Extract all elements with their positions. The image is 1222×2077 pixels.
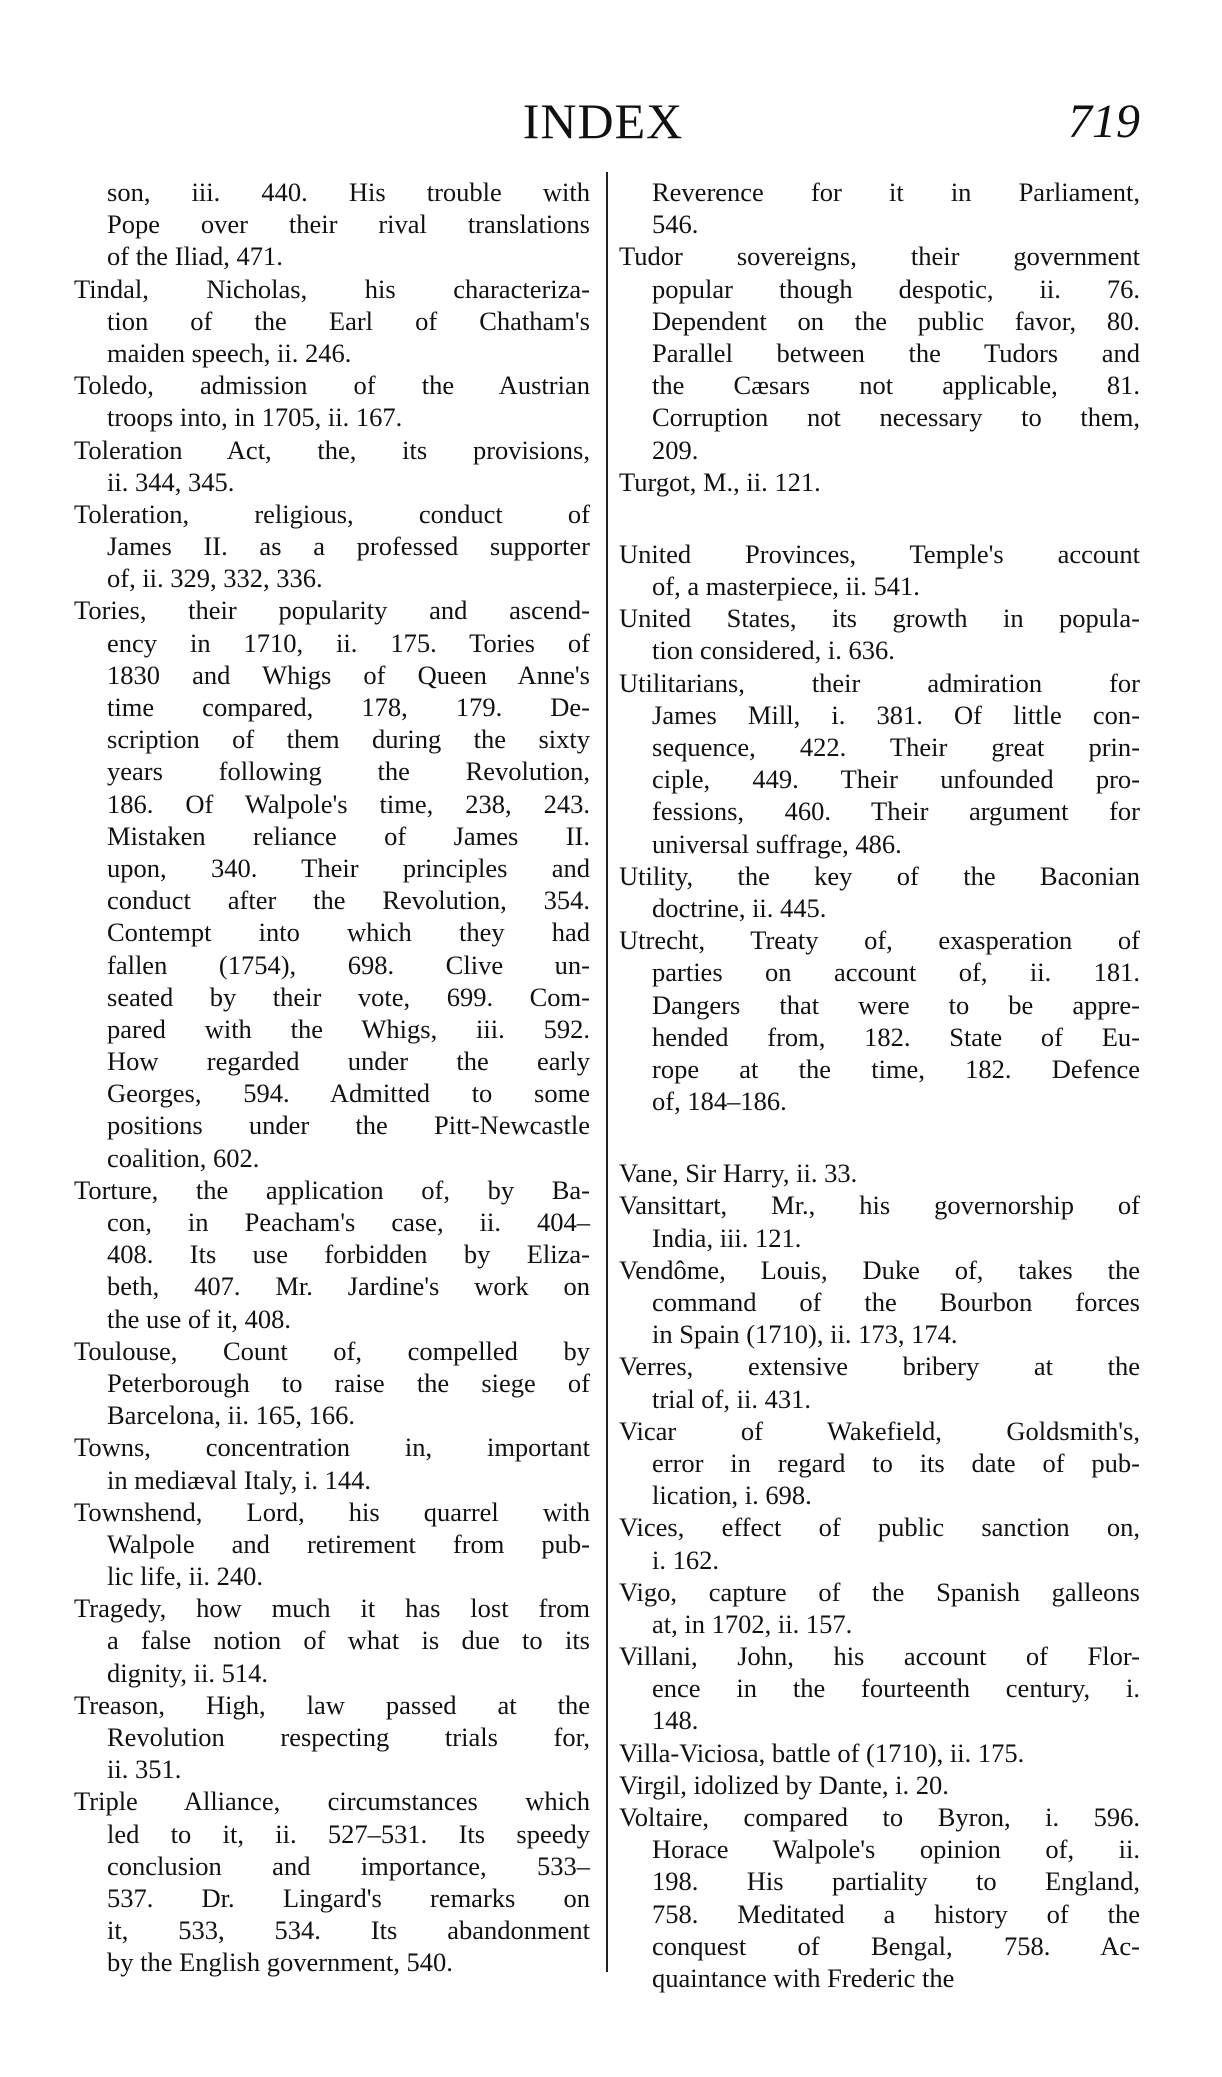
index-entry-line: maiden speech, ii. 246. bbox=[107, 337, 352, 368]
index-entry bbox=[619, 602, 1140, 666]
index-entry bbox=[74, 434, 590, 498]
index-entry-line: Vices, effect of public sanction on, bbox=[619, 1512, 1140, 1543]
index-entry-line: Tories, their popularity and ascend- bbox=[74, 595, 590, 626]
index-entry-line: Vansittart, Mr., his governorship of bbox=[619, 1190, 1140, 1221]
index-entry-line: of, a masterpiece, ii. 541. bbox=[652, 571, 920, 602]
index-entry-line: conquest of Bengal, 758. Ac- bbox=[652, 1930, 1140, 1961]
index-entry-line: ency in 1710, ii. 175. Tories of bbox=[107, 627, 590, 658]
index-entry-line: Georges, 594. Admitted to some bbox=[107, 1078, 590, 1109]
index-entry-line: at, in 1702, ii. 157. bbox=[652, 1608, 853, 1639]
index-entry-line: India, iii. 121. bbox=[652, 1222, 802, 1253]
index-entry-line: Turgot, M., ii. 121. bbox=[619, 466, 821, 497]
index-entry-line: Contempt into which they had bbox=[107, 917, 590, 948]
index-entry-line: years following the Revolution, bbox=[107, 756, 590, 787]
index-entry-line: tion considered, i. 636. bbox=[652, 635, 895, 666]
index-entry-line: Villa-Viciosa, battle of (1710), ii. 175. bbox=[619, 1737, 1025, 1768]
index-entry-line: United States, its growth in popula- bbox=[619, 603, 1140, 634]
index-entry-line: coalition, 602. bbox=[107, 1142, 260, 1173]
index-entry bbox=[619, 1737, 1140, 1769]
index-entry-line: fessions, 460. Their argument for bbox=[652, 796, 1140, 827]
index-entry-line: Towns, concentration in, important bbox=[74, 1432, 590, 1463]
index-entry-line: fallen (1754), 698. Clive un- bbox=[107, 949, 590, 980]
index-entry-line: 408. Its use forbidden by Eliza- bbox=[107, 1239, 590, 1270]
index-entry-line: Townshend, Lord, his quarrel with bbox=[74, 1496, 590, 1527]
index-entry-line: pared with the Whigs, iii. 592. bbox=[107, 1013, 590, 1044]
index-entry-line: con, in Peacham's case, ii. 404– bbox=[107, 1207, 590, 1237]
index-column-left bbox=[74, 176, 590, 1979]
index-entry bbox=[619, 667, 1140, 860]
index-entry-line: 198. His partiality to England, bbox=[652, 1866, 1140, 1897]
index-entry-line: Torture, the application of, by Ba- bbox=[74, 1174, 590, 1205]
index-entry-line: Virgil, idolized by Dante, i. 20. bbox=[619, 1769, 949, 1800]
index-entry-line: Treason, High, law passed at the bbox=[74, 1689, 590, 1720]
section-gap bbox=[619, 498, 1140, 538]
index-entry bbox=[74, 1496, 590, 1593]
index-entry-line: parties on account of, ii. 181. bbox=[652, 957, 1140, 988]
index-entry-line: Tindal, Nicholas, his characteriza- bbox=[74, 273, 590, 304]
index-entry-line: Vendôme, Louis, Duke of, takes the bbox=[619, 1254, 1140, 1285]
index-entry-line: it, 533, 534. Its abandonment bbox=[107, 1915, 590, 1946]
index-entry-line: lication, i. 698. bbox=[652, 1480, 812, 1511]
index-entry bbox=[619, 240, 1140, 465]
index-entry-line: Barcelona, ii. 165, 166. bbox=[107, 1400, 356, 1431]
index-entry-line: James Mill, i. 381. Of little con- bbox=[652, 699, 1140, 730]
index-entry bbox=[619, 1415, 1140, 1512]
index-entry-line: upon, 340. Their principles and bbox=[107, 852, 590, 883]
column-divider bbox=[606, 172, 608, 1972]
index-entry-line: ence in the fourteenth century, i. bbox=[652, 1673, 1140, 1704]
index-entry bbox=[619, 1640, 1140, 1737]
index-entry-line: 148. bbox=[652, 1705, 699, 1736]
index-entry-line: Villani, John, his account of Flor- bbox=[619, 1641, 1140, 1672]
index-entry-line: Corruption not necessary to them, bbox=[652, 402, 1140, 433]
index-entry bbox=[619, 1576, 1140, 1640]
index-entry bbox=[74, 1785, 590, 1978]
index-entry bbox=[74, 1174, 590, 1335]
index-entry-line: a false notion of what is due to its bbox=[107, 1625, 590, 1656]
index-entry-line: by the English government, 540. bbox=[107, 1947, 453, 1978]
index-entry-line: Utility, the key of the Baconian bbox=[619, 860, 1140, 891]
index-entry-line: Triple Alliance, circumstances which bbox=[74, 1786, 590, 1817]
index-entry-line: seated by their vote, 699. Com- bbox=[107, 981, 590, 1012]
index-entry bbox=[619, 924, 1140, 1117]
index-entry-line: Revolution respecting trials for, bbox=[107, 1722, 590, 1752]
index-entry-line: Dependent on the public favor, 80. bbox=[652, 305, 1140, 336]
page-number: 719 bbox=[1068, 95, 1140, 148]
index-entry bbox=[74, 1431, 590, 1495]
index-entry bbox=[619, 466, 1140, 498]
index-entry-line: Toledo, admission of the Austrian bbox=[74, 370, 590, 401]
index-entry-line: United Provinces, Temple's account bbox=[619, 538, 1140, 569]
index-entry-line: hended from, 182. State of Eu- bbox=[652, 1021, 1140, 1052]
index-entry-line: 209. bbox=[652, 434, 699, 465]
index-entry-line: beth, 407. Mr. Jardine's work on bbox=[107, 1271, 590, 1302]
index-entry bbox=[74, 1689, 590, 1786]
page-title: INDEX bbox=[522, 93, 684, 149]
index-entry bbox=[74, 594, 590, 1173]
index-entry-line: universal suffrage, 486. bbox=[652, 828, 902, 859]
index-entry bbox=[619, 1511, 1140, 1575]
index-entry-line: of, 184–186. bbox=[652, 1086, 787, 1117]
index-entry-line: Voltaire, compared to Byron, i. 596. bbox=[619, 1802, 1140, 1832]
index-entry-line: How regarded under the early bbox=[107, 1046, 590, 1077]
index-entry-line: 537. Dr. Lingard's remarks on bbox=[107, 1882, 590, 1913]
section-gap bbox=[619, 1117, 1140, 1157]
index-entry-continuation bbox=[619, 176, 1140, 240]
index-entry-line: conduct after the Revolution, 354. bbox=[107, 885, 590, 916]
index-entry-line: Horace Walpole's opinion of, ii. bbox=[652, 1834, 1140, 1865]
index-entry-line: dignity, ii. 514. bbox=[107, 1657, 268, 1688]
index-entry-line: Verres, extensive bribery at the bbox=[619, 1351, 1140, 1382]
index-entry-line: Pope over their rival translations bbox=[107, 209, 590, 240]
index-entry-continuation bbox=[74, 176, 590, 273]
index-entry-line: James II. as a professed supporter bbox=[107, 531, 590, 562]
index-entry-line: Parallel between the Tudors and bbox=[652, 337, 1140, 368]
index-entry-line: Utilitarians, their admiration for bbox=[619, 667, 1140, 698]
index-entry-line: led to it, ii. 527–531. Its speedy bbox=[107, 1818, 590, 1849]
index-entry-line: son, iii. 440. His trouble with bbox=[107, 177, 590, 207]
index-entry-line: Tudor sovereigns, their government bbox=[619, 241, 1140, 272]
index-entry bbox=[619, 1769, 1140, 1801]
index-entry-line: ii. 351. bbox=[107, 1754, 182, 1785]
index-entry bbox=[74, 498, 590, 595]
index-entry-line: Toulouse, Count of, compelled by bbox=[74, 1335, 590, 1366]
index-entry-line: Toleration, religious, conduct of bbox=[74, 498, 590, 529]
index-entry-line: Walpole and retirement from pub- bbox=[107, 1528, 590, 1559]
index-entry-line: of, ii. 329, 332, 336. bbox=[107, 563, 323, 594]
index-entry-line: quaintance with Frederic the bbox=[652, 1962, 955, 1993]
index-entry-line: Dangers that were to be appre- bbox=[652, 989, 1140, 1020]
index-entry-line: Toleration Act, the, its provisions, bbox=[74, 434, 590, 465]
index-entry-line: lic life, ii. 240. bbox=[107, 1561, 264, 1592]
index-entry-line: the Cæsars not applicable, 81. bbox=[652, 370, 1140, 401]
index-entry bbox=[619, 860, 1140, 924]
index-entry-line: Vane, Sir Harry, ii. 33. bbox=[619, 1158, 858, 1189]
index-entry bbox=[619, 538, 1140, 602]
index-entry-line: tion of the Earl of Chatham's bbox=[107, 305, 590, 336]
index-entry bbox=[74, 1592, 590, 1689]
index-entry bbox=[619, 1157, 1140, 1189]
index-entry-line: troops into, in 1705, ii. 167. bbox=[107, 402, 403, 433]
index-entry-line: in Spain (1710), ii. 173, 174. bbox=[652, 1319, 958, 1350]
index-entry-line: conclusion and importance, 533– bbox=[107, 1850, 590, 1881]
index-entry-line: 546. bbox=[652, 209, 699, 240]
index-entry bbox=[619, 1189, 1140, 1253]
index-entry-line: scription of them during the sixty bbox=[107, 724, 590, 755]
index-entry-line: Reverence for it in Parliament, bbox=[652, 177, 1140, 207]
index-entry-line: Vigo, capture of the Spanish galleons bbox=[619, 1576, 1140, 1607]
index-entry-line: doctrine, ii. 445. bbox=[652, 892, 827, 923]
index-entry-line: popular though despotic, ii. 76. bbox=[652, 273, 1140, 304]
index-entry-line: command of the Bourbon forces bbox=[652, 1287, 1140, 1317]
index-entry-line: i. 162. bbox=[652, 1544, 719, 1575]
index-entry bbox=[619, 1350, 1140, 1414]
index-entry bbox=[74, 1335, 590, 1432]
index-entry-line: of the Iliad, 471. bbox=[107, 241, 283, 272]
index-entry-line: the use of it, 408. bbox=[107, 1303, 291, 1334]
index-entry-line: Mistaken reliance of James II. bbox=[107, 820, 590, 851]
index-entry-line: trial of, ii. 431. bbox=[652, 1383, 811, 1414]
index-entry-line: time compared, 178, 179. De- bbox=[107, 692, 590, 722]
index-column-right bbox=[619, 176, 1140, 1994]
index-entry bbox=[74, 369, 590, 433]
index-entry-line: Utrecht, Treaty of, exasperation of bbox=[619, 925, 1140, 956]
index-entry-line: Peterborough to raise the siege of bbox=[107, 1367, 590, 1398]
index-entry-line: Vicar of Wakefield, Goldsmith's, bbox=[619, 1415, 1140, 1446]
index-entry-line: positions under the Pitt-Newcastle bbox=[107, 1110, 590, 1141]
index-entry-line: in mediæval Italy, i. 144. bbox=[107, 1464, 371, 1495]
index-entry-line: 758. Meditated a history of the bbox=[652, 1898, 1140, 1929]
index-entry-line: 186. Of Walpole's time, 238, 243. bbox=[107, 788, 590, 819]
index-entry-line: sequence, 422. Their great prin- bbox=[652, 732, 1140, 762]
index-entry-line: error in regard to its date of pub- bbox=[652, 1447, 1140, 1478]
index-entry-line: 1830 and Whigs of Queen Anne's bbox=[107, 659, 590, 690]
index-entry bbox=[619, 1254, 1140, 1351]
index-entry bbox=[619, 1801, 1140, 1994]
index-entry-line: ciple, 449. Their unfounded pro- bbox=[652, 764, 1140, 795]
index-entry-line: ii. 344, 345. bbox=[107, 466, 235, 497]
index-entry-line: Tragedy, how much it has lost from bbox=[74, 1593, 590, 1624]
index-entry-line: rope at the time, 182. Defence bbox=[652, 1053, 1140, 1084]
index-entry bbox=[74, 273, 590, 370]
